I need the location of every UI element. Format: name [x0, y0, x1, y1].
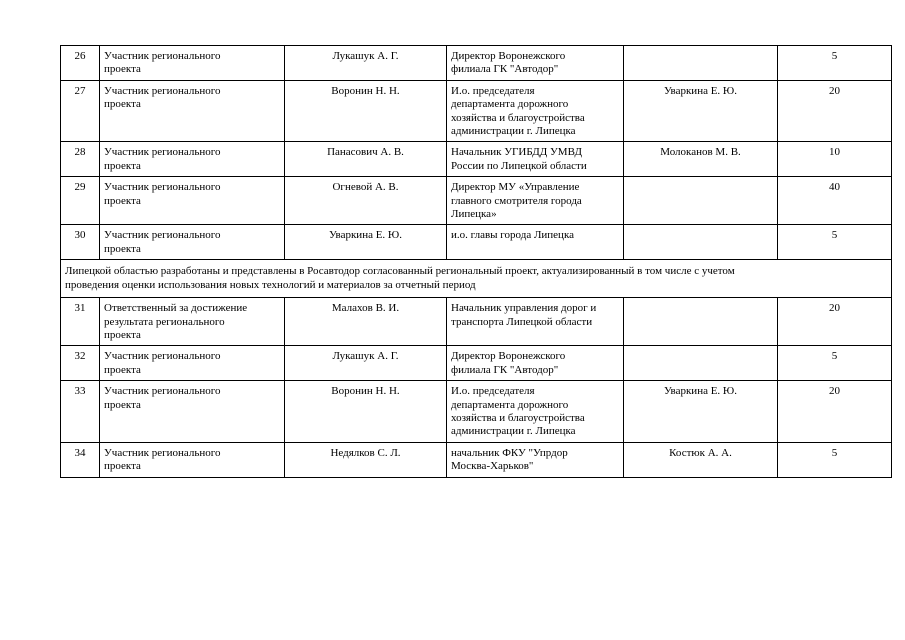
- position-cell: Директор Воронежского филиала ГК "Автодор": [451, 50, 566, 76]
- section-row: [61, 260, 892, 298]
- share-cell: 5: [831, 350, 838, 363]
- row-number: 32: [74, 350, 86, 363]
- supervisor-cell: Молоканов М. В.: [660, 146, 741, 159]
- share-cell: 5: [831, 229, 838, 242]
- role-cell: Участник регионального проекта: [104, 446, 221, 473]
- position-cell: Директор МУ «Управление главного смотрителя города Липецка»: [451, 181, 582, 221]
- name-cell: Недялков С. Л.: [330, 446, 401, 459]
- row-number: 33: [74, 385, 86, 398]
- row-number: 31: [74, 302, 86, 315]
- table-row: [61, 346, 892, 381]
- row-number: 29: [74, 181, 86, 194]
- position-cell: Начальник УГИБДД УМВД России по Липецкой области: [451, 146, 587, 172]
- row-number: 28: [74, 146, 86, 159]
- position-cell: И.о. председателя департамента дорожного хозяйства и благоустройства администрации г. Липецка: [451, 385, 585, 438]
- name-cell: Малахов В. И.: [331, 302, 400, 315]
- table-row: [61, 46, 892, 81]
- name-cell: Огневой А. В.: [332, 181, 399, 194]
- position-cell: начальник ФКУ "Упрдор Москва-Харьков": [451, 446, 568, 473]
- role-cell: Участник регионального проекта: [104, 181, 221, 207]
- share-cell: 40: [829, 181, 840, 194]
- row-number: 26: [74, 50, 86, 62]
- share-cell: 5: [831, 446, 838, 459]
- share-cell: 5: [831, 50, 838, 62]
- position-cell: Начальник управления дорог и транспорта Липецкой области: [451, 302, 597, 328]
- position-cell: и.о. главы города Липецка: [451, 229, 575, 242]
- table-row: [61, 80, 892, 142]
- role-cell: Участник регионального проекта: [104, 146, 221, 172]
- name-cell: Уваркина Е. Ю.: [328, 229, 402, 242]
- table-row: [61, 442, 892, 477]
- participants-table: [60, 45, 892, 478]
- supervisor-cell: Костюк А. А.: [669, 446, 732, 459]
- role-cell: Участник регионального проекта: [104, 229, 221, 255]
- table-row: [61, 225, 892, 260]
- section-text: Липецкой областью разработаны и представлены в Росавтодор согласованный региональный проект, актуализированный в том числе с учетом проведения оценки использования новых технологий и материалов за отчетный период: [65, 265, 735, 291]
- table-row: [61, 298, 892, 346]
- name-cell: Лукашук А. Г.: [332, 350, 399, 363]
- row-number: 30: [74, 229, 86, 242]
- name-cell: Панасович А. В.: [327, 146, 404, 159]
- table-row: [61, 177, 892, 225]
- row-number: 34: [74, 446, 86, 459]
- share-cell: 20: [829, 302, 840, 315]
- share-cell: 20: [829, 84, 840, 97]
- table-row: [61, 142, 892, 177]
- name-cell: Воронин Н. Н.: [331, 84, 400, 97]
- supervisor-cell: Уваркина Е. Ю.: [663, 385, 737, 398]
- name-cell: Лукашук А. Г.: [332, 50, 399, 62]
- role-cell: Участник регионального проекта: [104, 84, 221, 111]
- table-row: [61, 381, 892, 443]
- role-cell: Участник регионального проекта: [104, 350, 221, 376]
- name-cell: Воронин Н. Н.: [331, 385, 400, 398]
- share-cell: 10: [829, 146, 840, 159]
- supervisor-cell: Уваркина Е. Ю.: [663, 84, 737, 97]
- role-cell: Участник регионального проекта: [104, 50, 221, 76]
- share-cell: 20: [829, 385, 840, 398]
- position-cell: И.о. председателя департамента дорожного хозяйства и благоустройства администрации г. Липецка: [451, 84, 585, 138]
- row-number: 27: [74, 84, 86, 97]
- role-cell: Участник регионального проекта: [104, 385, 221, 411]
- position-cell: Директор Воронежского филиала ГК "Автодор": [451, 350, 566, 376]
- role-cell: Ответственный за достижение результата регионального проекта: [104, 302, 248, 341]
